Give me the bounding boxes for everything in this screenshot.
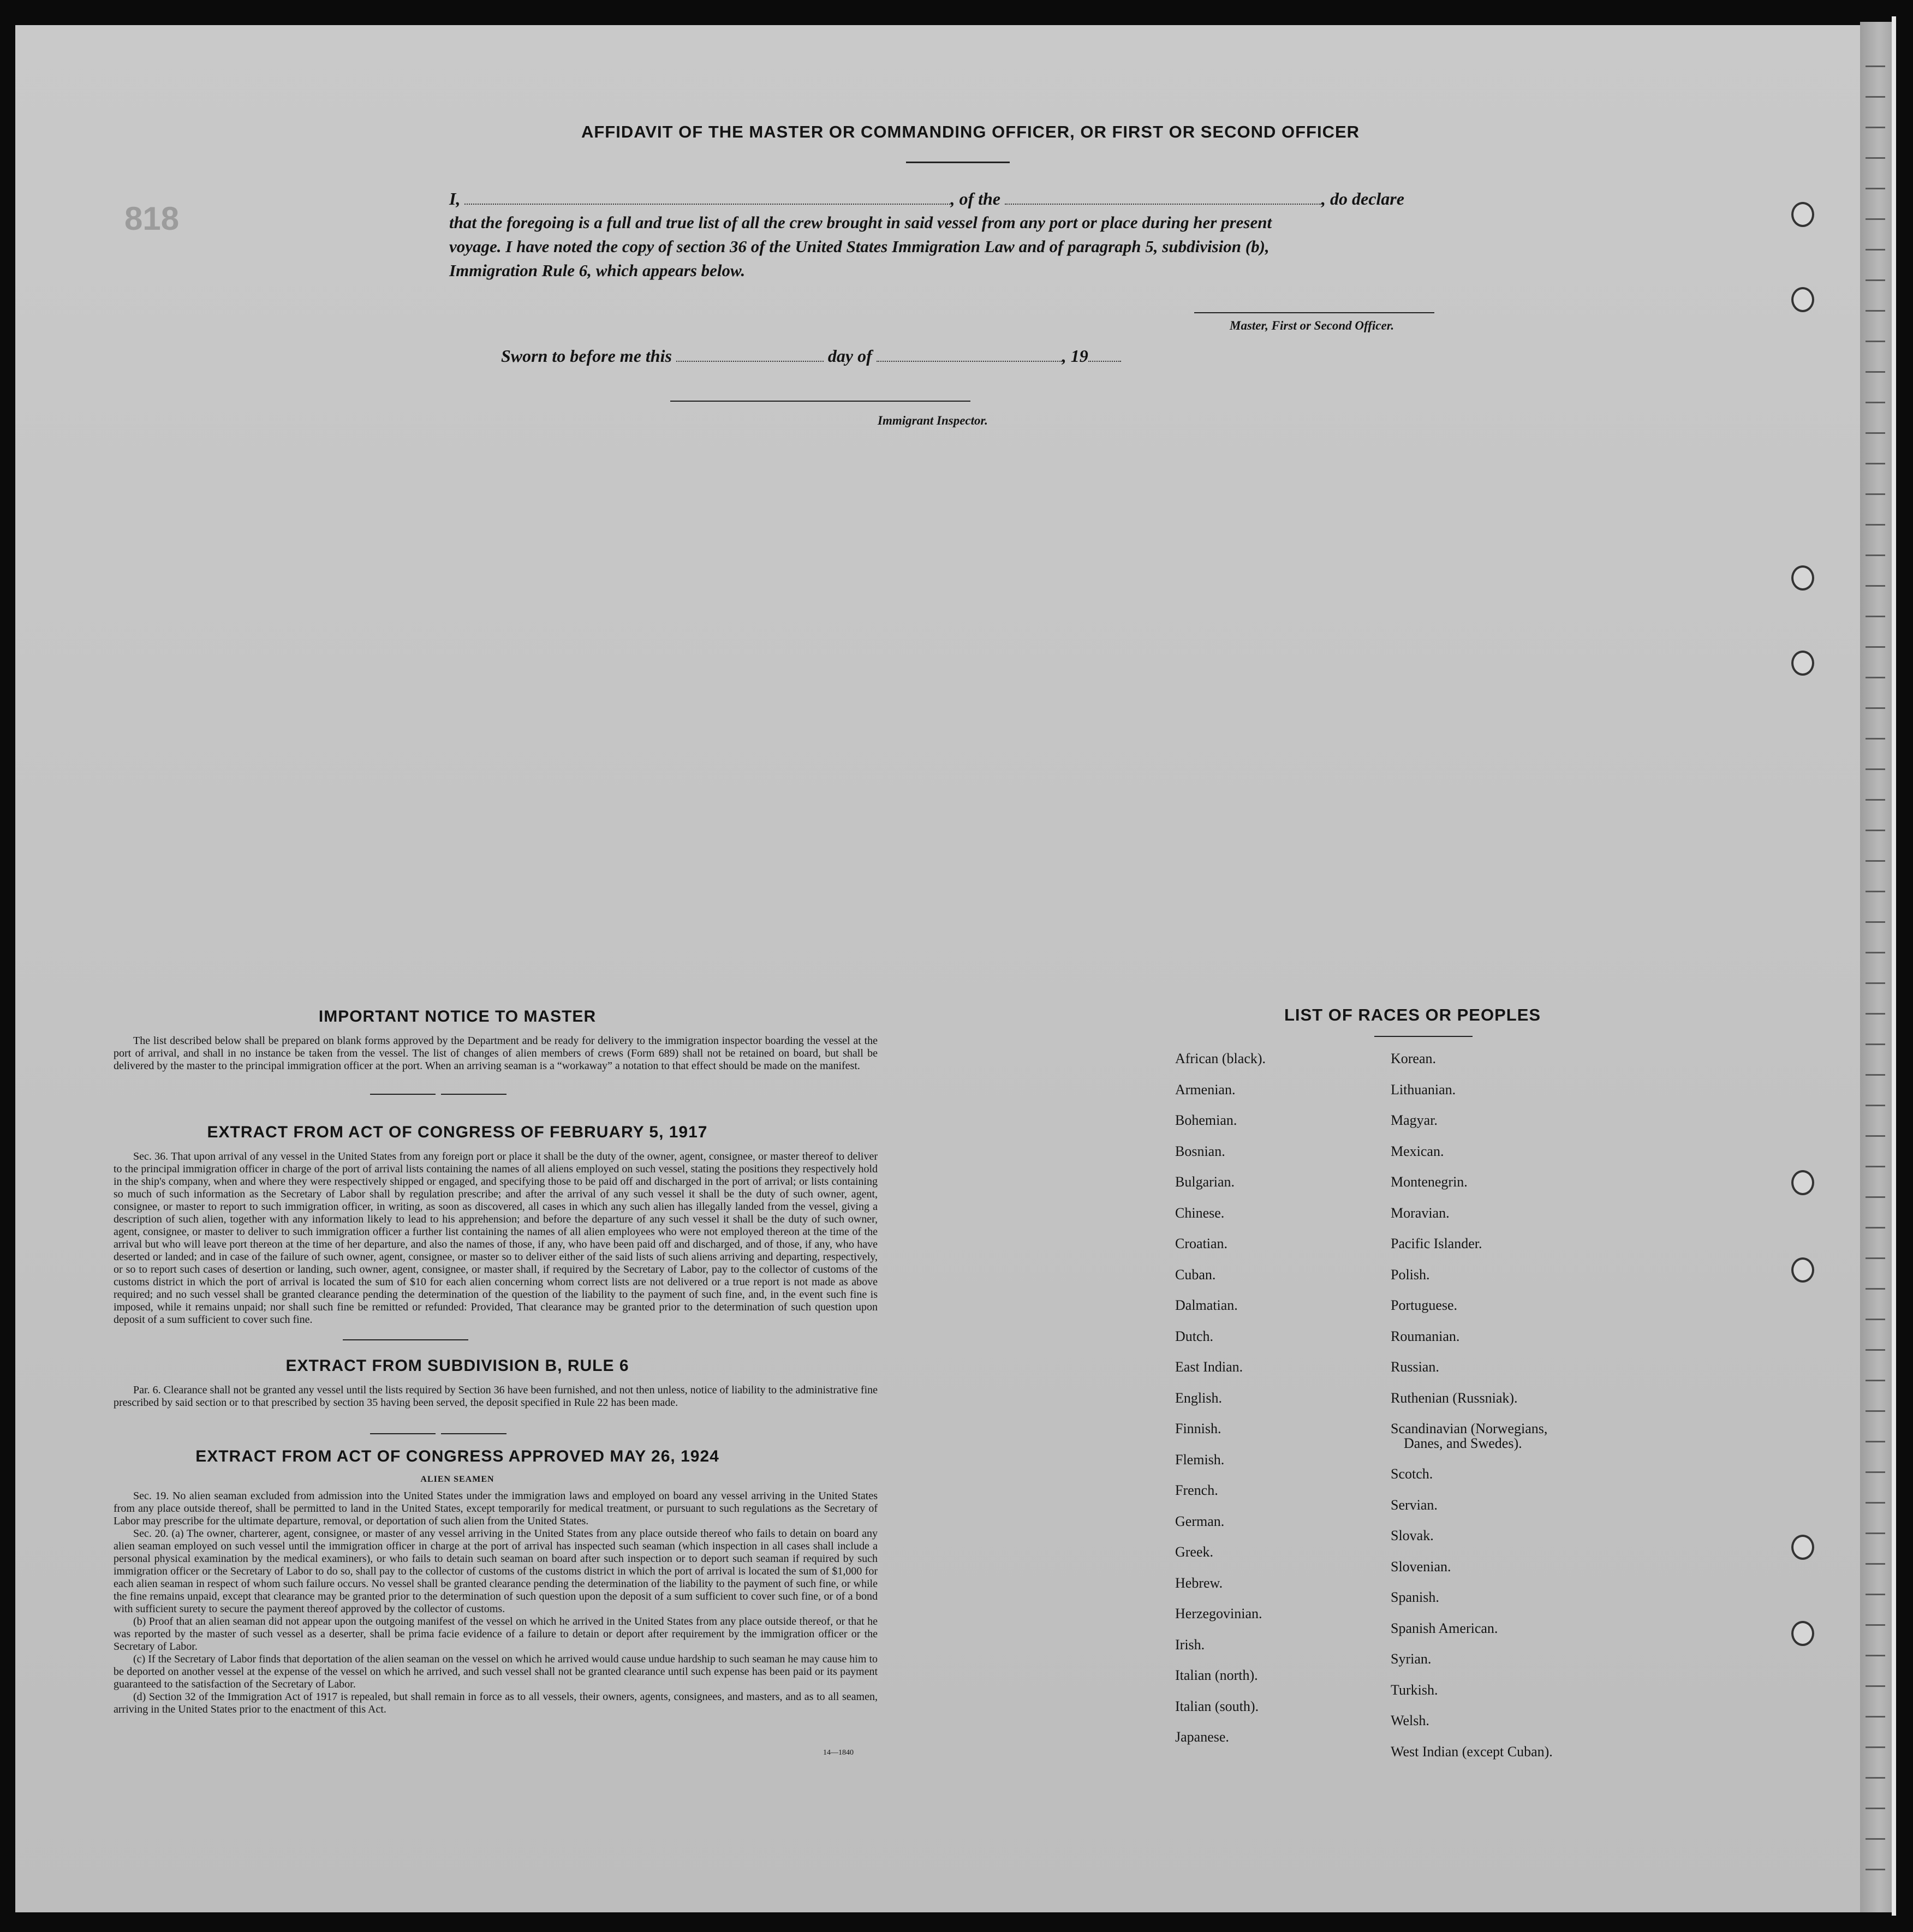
race-entry: Dalmatian. bbox=[1175, 1297, 1238, 1313]
race-entry: Japanese. bbox=[1175, 1729, 1229, 1745]
notice-divider bbox=[370, 1094, 436, 1095]
edge-tick bbox=[1866, 1594, 1885, 1595]
affidavit-line2: that the foregoing is a full and true list of all the crew brought in said vessel from any port or place during her present bbox=[449, 213, 1272, 232]
edge-tick bbox=[1866, 524, 1885, 526]
edge-tick bbox=[1866, 279, 1885, 281]
sec20c-paragraph: (c) If the Secretary of Labor finds that deportation of the alien seaman on the vessel on which he arrived would cause undue hardship to such seaman he may cause him to be deported on another vessel at the expense of the vessel on which he arrived, and such vessel shall not be granted clearance until such expense has been paid or its payment guaranteed to the satisfaction of the Secretary of Labor. bbox=[114, 1653, 878, 1690]
edge-tick bbox=[1866, 952, 1885, 953]
edge-tick bbox=[1866, 1380, 1885, 1381]
punch-hole bbox=[1791, 565, 1814, 591]
bleed-through-mark: 818 bbox=[124, 200, 180, 237]
edge-tick bbox=[1866, 830, 1885, 831]
edge-tick bbox=[1866, 1563, 1885, 1565]
edge-tick bbox=[1866, 65, 1885, 67]
edge-tick bbox=[1866, 1349, 1885, 1351]
edge-tick bbox=[1866, 1624, 1885, 1626]
edge-tick bbox=[1866, 799, 1885, 801]
edge-tick bbox=[1866, 1074, 1885, 1076]
edge-tick bbox=[1866, 982, 1885, 984]
notice-title: IMPORTANT NOTICE TO MASTER bbox=[318, 1007, 597, 1025]
edge-tick bbox=[1866, 1655, 1885, 1656]
edge-tick bbox=[1866, 768, 1885, 770]
race-entry: West Indian (except Cuban). bbox=[1391, 1743, 1553, 1760]
punch-hole bbox=[1791, 1621, 1814, 1646]
edge-tick bbox=[1866, 860, 1885, 862]
edge-tick bbox=[1866, 371, 1885, 373]
edge-tick bbox=[1866, 1746, 1885, 1748]
form-number: 14—1840 bbox=[823, 1749, 854, 1757]
race-entry: Chinese. bbox=[1175, 1204, 1225, 1221]
binder-strip bbox=[1860, 22, 1892, 1912]
sec20d-paragraph: (d) Section 32 of the Immigration Act of 1917 is repealed, but shall remain in force as to all vessels, their owners, agents, consignees, and masters, and as to all seamen, arriving in the United States prior to the enactment of this Act. bbox=[114, 1691, 878, 1715]
edge-tick bbox=[1866, 1502, 1885, 1504]
race-entry: African (black). bbox=[1175, 1051, 1266, 1066]
edge-tick bbox=[1866, 157, 1885, 159]
day-of-label: day of bbox=[827, 346, 872, 366]
sworn-year-field[interactable] bbox=[1088, 361, 1121, 362]
of-the-label: , of the bbox=[950, 189, 1000, 208]
edge-tick bbox=[1866, 738, 1885, 740]
edge-tick bbox=[1866, 493, 1885, 495]
race-entry: French. bbox=[1175, 1482, 1218, 1498]
edge-tick bbox=[1866, 1288, 1885, 1290]
extract-1917-paragraph: Sec. 36. That upon arrival of any vessel in the United States from any foreign port or place it shall be the duty of the owner, agent, consignee, or master thereof to deliver to the principal immigration officer in charge of the port of arrival lists containing the names of all aliens employed on such vessel, stating the positions they respectively hold in the ship's company, when and where they were respectively shipped or engaged, and specifying those to be paid off and discharged in the port of arrival; or lists containing so much of such information as the Secretary of Labor shall by regulation prescribe; and after the arrival of any such vessel it shall be the duty of such owner, agent, consignee, or master to report to such immigration officer, in writing, as soon as discovered, all cases in which any such alien has illegally landed from the vessel, giving a description of such alien, together with any information likely to lead to his apprehension; and before the departure of any such vessel it shall be the duty of such owner, agent, consignee, or master to deliver to such immigration officer a further list containing the names of all alien employees who were not employed thereon at the time of the arrival but who will leave port thereon at the time of her departure, and also the names of those, if any, who have been paid off and discharged, and of those, if any, who have deserted or landed; and in case of the failure of such owner, agent, consignee, or master so to deliver either of the said lists of such aliens arriving and departing, respectively, or so to report such cases of desertion or landing, such owner, agent, consignee, or master shall, if required by the Secretary of Labor, pay to the collector of customs of the customs district in which the port of arrival is located the sum of $10 for each alien concerning whom correct lists are not delivered or a true report is not made as above required; and no such vessel shall be granted clearance pending the determination of the question of the liability to the payment of such fine, and, in the event such fine is imposed, while it remains unpaid; nor shall such fine be remitted or refunded: Provided, That clearance may be granted prior to the determination of such question upon deposit of a sum sufficient to cover such fine. bbox=[114, 1150, 878, 1326]
edge-tick bbox=[1866, 1043, 1885, 1045]
extract-1924-subtitle: ALIEN SEAMEN bbox=[420, 1475, 494, 1484]
race-entry: Servian. bbox=[1391, 1496, 1438, 1513]
do-declare-label: , do declare bbox=[1321, 189, 1404, 208]
race-entry: English. bbox=[1175, 1390, 1222, 1406]
edge-tick bbox=[1866, 1441, 1885, 1442]
extract-1917-divider bbox=[343, 1339, 468, 1340]
race-entry: Spanish American. bbox=[1391, 1620, 1498, 1636]
race-entry: Herzegovinian. bbox=[1175, 1606, 1262, 1621]
race-entry: Cuban. bbox=[1175, 1266, 1216, 1283]
race-entry: Italian (north). bbox=[1175, 1667, 1258, 1683]
race-entry: Roumanian. bbox=[1391, 1328, 1460, 1344]
race-entry: Ruthenian (Russniak). bbox=[1391, 1390, 1518, 1406]
edge-tick bbox=[1866, 677, 1885, 678]
edge-tick bbox=[1866, 1319, 1885, 1320]
signature-line[interactable] bbox=[1194, 312, 1434, 313]
notice-divider-2 bbox=[441, 1094, 506, 1095]
punch-hole bbox=[1791, 1535, 1814, 1560]
race-entry: Finnish. bbox=[1175, 1421, 1221, 1436]
edge-tick bbox=[1866, 1013, 1885, 1015]
rule6-divider-2 bbox=[441, 1433, 506, 1434]
sec20b-paragraph: (b) Proof that an alien seaman did not appear upon the outgoing manifest of the vessel on which he arrived in the United States from any place outside thereof, or that he was reported by the master of such vessel as a deserter, shall be prima facie evidence of a failure to detain or deport after requirement by the immigration officer or the Secretary of Labor. bbox=[114, 1615, 878, 1653]
race-entry: Irish. bbox=[1175, 1636, 1205, 1653]
extract-1924-title: EXTRACT FROM ACT OF CONGRESS APPROVED MAY 26, 1924 bbox=[195, 1447, 719, 1465]
race-entry: Mexican. bbox=[1391, 1143, 1444, 1159]
race-entry: Croatian. bbox=[1175, 1236, 1228, 1251]
edge-tick bbox=[1866, 1533, 1885, 1534]
race-entry: Hebrew. bbox=[1175, 1575, 1223, 1591]
edge-tick bbox=[1866, 463, 1885, 464]
edge-tick bbox=[1866, 249, 1885, 251]
punch-hole bbox=[1791, 202, 1814, 227]
race-entry: Welsh. bbox=[1391, 1713, 1429, 1728]
inspector-signature-line[interactable] bbox=[670, 401, 970, 402]
extract-1917-text bbox=[114, 1150, 878, 1326]
race-entry: Dutch. bbox=[1175, 1328, 1214, 1344]
punch-hole bbox=[1791, 287, 1814, 312]
race-entry: Danes, and Swedes). bbox=[1404, 1435, 1522, 1451]
race-entry: Spanish. bbox=[1391, 1589, 1439, 1605]
edge-tick bbox=[1866, 616, 1885, 617]
notice-text bbox=[114, 1035, 878, 1072]
race-entry: Korean. bbox=[1391, 1051, 1437, 1066]
edge-tick bbox=[1866, 1838, 1885, 1840]
rule6-divider bbox=[370, 1433, 436, 1434]
year-label: , 19 bbox=[1062, 346, 1088, 366]
punch-hole bbox=[1791, 651, 1814, 676]
edge-tick bbox=[1866, 1410, 1885, 1412]
affidavit-line3: voyage. I have noted the copy of section 36 of the United States Immigration Law and of paragraph 5, subdivision (b), bbox=[449, 237, 1270, 256]
race-entry: Armenian. bbox=[1175, 1081, 1236, 1098]
rule6-paragraph: Par. 6. Clearance shall not be granted any vessel until the lists required by Section 36 have been furnished, and not then unless, notice of liability to the administrative fine prescribed by said section or to that prescribed by section 35 having been served, the deposit specified in Rule 22 has been made. bbox=[114, 1384, 878, 1409]
race-entry: Slovak. bbox=[1391, 1528, 1434, 1543]
sworn-label: Sworn to before me this bbox=[501, 346, 672, 366]
race-entry: Syrian. bbox=[1391, 1651, 1432, 1667]
races-title-underline bbox=[1374, 1036, 1473, 1037]
edge-tick bbox=[1866, 96, 1885, 98]
race-entry: German. bbox=[1175, 1513, 1225, 1529]
race-entry: Flemish. bbox=[1175, 1451, 1225, 1468]
race-entry: East Indian. bbox=[1175, 1359, 1243, 1375]
race-entry: Russian. bbox=[1391, 1359, 1439, 1375]
edge-tick bbox=[1866, 127, 1885, 128]
race-entry: Bosnian. bbox=[1175, 1143, 1225, 1159]
inspector-label: Immigrant Inspector. bbox=[878, 414, 988, 427]
edge-tick bbox=[1866, 341, 1885, 342]
race-entry: Scotch. bbox=[1391, 1466, 1433, 1482]
sworn-day-field[interactable] bbox=[676, 361, 824, 362]
edge-tick bbox=[1866, 707, 1885, 709]
extract-1924-text bbox=[114, 1490, 878, 1716]
edge-tick bbox=[1866, 1869, 1885, 1870]
race-entry: Magyar. bbox=[1391, 1112, 1438, 1128]
edge-tick bbox=[1866, 1196, 1885, 1198]
edge-tick bbox=[1866, 891, 1885, 892]
sworn-month-field[interactable] bbox=[877, 361, 1062, 362]
edge-tick bbox=[1866, 218, 1885, 220]
edge-tick bbox=[1866, 1166, 1885, 1167]
extract-1917-title: EXTRACT FROM ACT OF CONGRESS OF FEBRUARY 5, 1917 bbox=[207, 1123, 708, 1141]
race-entry: Lithuanian. bbox=[1391, 1081, 1456, 1098]
edge-tick bbox=[1866, 554, 1885, 556]
race-entry: Scandinavian (Norwegians, bbox=[1391, 1421, 1548, 1436]
affidavit-line1 bbox=[449, 189, 1486, 209]
rule6-title: EXTRACT FROM SUBDIVISION B, RULE 6 bbox=[285, 1357, 629, 1375]
race-entry: Greek. bbox=[1175, 1544, 1214, 1560]
sec20a-paragraph: Sec. 20. (a) The owner, charterer, agent, consignee, or master of any vessel arriving in the United States from any place outside thereof who fails to detain on board any alien seaman employed on such vessel until the immigration officer in charge at the port of arrival has inspected such seaman (which inspection in all cases shall include a personal physical examination by the medical examiners), or who fails to detain such seaman on board after such inspection or to deport such seaman if required by such immigration officer or the Secretary of Labor to do so, shall pay to the collector of customs of the customs district in which the port of arrival is located the sum of $1,000 for each alien seaman in respect of whom such failure occurs. No vessel shall be granted clearance pending the determination of the liability to the payment of such fine, or while the fine remains unpaid, except that clearance may be granted prior to the determination of such question upon the deposit of a sum sufficient to cover such fine, or of a bond with sufficient surety to secure the payment thereof approved by the collector of customs. bbox=[114, 1528, 878, 1615]
affidavit-line4: Immigration Rule 6, which appears below. bbox=[449, 261, 746, 280]
edge-tick bbox=[1866, 1135, 1885, 1137]
edge-tick bbox=[1866, 1808, 1885, 1809]
vessel-name-field[interactable] bbox=[1005, 204, 1321, 205]
rule6-text bbox=[114, 1384, 878, 1409]
edge-tick bbox=[1866, 1227, 1885, 1229]
affidavit-title: AFFIDAVIT OF THE MASTER OR COMMANDING OFFICER, OR FIRST OR SECOND OFFICER bbox=[581, 122, 1360, 141]
signature-label: Master, First or Second Officer. bbox=[1230, 319, 1394, 332]
race-entry: Bohemian. bbox=[1175, 1112, 1237, 1128]
page-edge bbox=[1892, 16, 1896, 1916]
race-entry: Polish. bbox=[1391, 1266, 1430, 1283]
sec19-paragraph: Sec. 19. No alien seaman excluded from admission into the United States under the immigration laws and employed on board any vessel arriving in the United States from any place outside thereof, shall be permitted to land in the United States, except temporarily for medical treatment, or pursuant to such regulations as the Secretary of Labor may prescribe for the ultimate departure, removal, or deportation of such alien from the United States. bbox=[114, 1490, 878, 1527]
race-entry: Moravian. bbox=[1391, 1204, 1450, 1221]
edge-tick bbox=[1866, 921, 1885, 923]
punch-hole bbox=[1791, 1170, 1814, 1195]
edge-tick bbox=[1866, 1257, 1885, 1259]
edge-tick bbox=[1866, 585, 1885, 587]
race-entry: Pacific Islander. bbox=[1391, 1236, 1482, 1251]
sworn-line bbox=[501, 346, 1121, 366]
affidavit-title-underline bbox=[906, 162, 1010, 163]
edge-tick bbox=[1866, 432, 1885, 434]
edge-tick bbox=[1866, 1685, 1885, 1687]
race-entry: Turkish. bbox=[1391, 1681, 1438, 1698]
affidavit-i-label: I, bbox=[449, 189, 461, 208]
edge-tick bbox=[1866, 1105, 1885, 1106]
race-entry: Portuguese. bbox=[1391, 1297, 1458, 1313]
races-column-1 bbox=[1175, 1043, 1266, 1753]
edge-tick bbox=[1866, 188, 1885, 189]
edge-tick bbox=[1866, 310, 1885, 312]
race-entry: Italian (south). bbox=[1175, 1698, 1259, 1714]
race-entry: Bulgarian. bbox=[1175, 1174, 1235, 1190]
edge-tick bbox=[1866, 1777, 1885, 1779]
officer-name-field[interactable] bbox=[464, 204, 950, 205]
edge-tick bbox=[1866, 646, 1885, 648]
races-column-2 bbox=[1391, 1043, 1553, 1767]
races-title: LIST OF RACES OR PEOPLES bbox=[1284, 1005, 1541, 1024]
race-entry: Montenegrin. bbox=[1391, 1174, 1468, 1190]
edge-tick bbox=[1866, 1716, 1885, 1718]
notice-paragraph: The list described below shall be prepared on blank forms approved by the Department and be ready for delivery to the immigration inspector boarding the vessel at the port of arrival, and shall in no instance be taken from the vessel. The list of changes of alien members of crews (Form 689) shall not be retained on board, but shall be delivered by the master to the principal immigration officer at the port. When an arriving seaman is a “workaway” a notation to that effect should be made on the manifest. bbox=[114, 1035, 878, 1072]
edge-tick bbox=[1866, 1471, 1885, 1473]
punch-hole bbox=[1791, 1257, 1814, 1283]
document-page bbox=[15, 25, 1860, 1912]
edge-tick bbox=[1866, 402, 1885, 403]
race-entry: Slovenian. bbox=[1391, 1558, 1451, 1575]
